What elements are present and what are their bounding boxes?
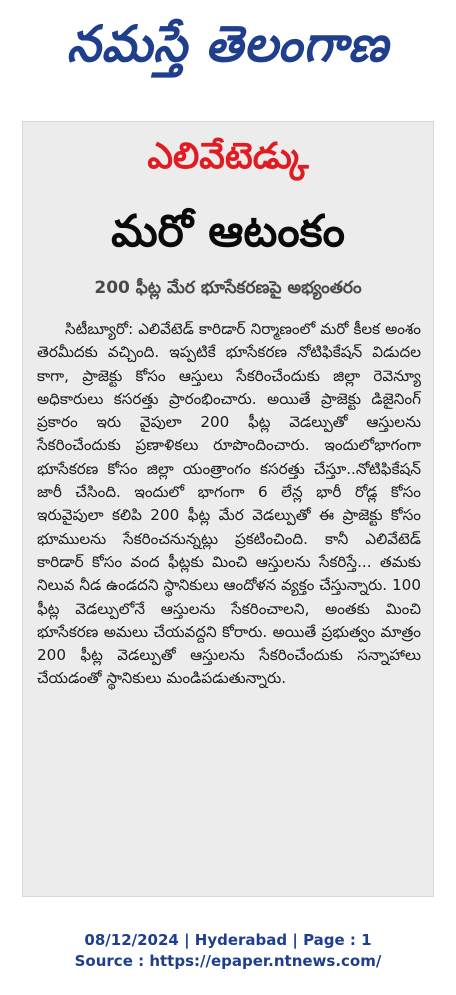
newspaper-logo: నమస్తే తెలంగాణ	[66, 14, 390, 73]
edition-info: 08/12/2024 | Hyderabad | Page : 1	[84, 931, 372, 949]
article-kicker	[23, 136, 433, 186]
page-footer	[0, 930, 456, 972]
article-body: సిటీబ్యూరో: ఎలివేటెడ్ కారిడార్ నిర్మాణంలో మరో కీలక అంశం తెరమీదకు వచ్చింది. ఇప్పటికే భూసేకరణ నోటిఫికేషన్ విడుదల కాగా, ప్రాజెక్టు కోసం ఆస్తులు సేకరించేందుకు జిల్లా రెవెన్యూ అధికారులు కసరత్తు ప్రారంభించారు. అయితే ప్రాజెక్టు డిజైనింగ్ ప్రకారం ఇరు వైపులా 200 ఫీట్ల వెడల్పుతో ఆస్తులను సేకరించేందుకు ప్రణాళికలు రూపొందించారు. ఇందులోభాగంగా భూసేకరణ కోసం జిల్లా యంత్రాంగం కసరత్తు చేస్తూ..నోటిఫికేషన్ జారీ చేసింది. ఇందులో భాగంగా 6 లేన్ల భారీ రోడ్ల కోసం ఇరువైపులా కలిపి 200 ఫీట్ల మేర వెడల్పుతో ఈ ప్రాజెక్టు కోసం భూములను సేకరించనున్నట్లు ప్రకటించింది. కానీ ఎలివేటెడ్ కారిడార్ కోసం వంద ఫీట్లకు మించి ఆస్తులను సేకరిస్తే... తమకు నిలువ నీడ ఉండదని స్థానికులు ఆందోళన వ్యక్తం చేస్తున్నారు. 100 ఫీట్ల వెడల్పులోనే ఆస్తులను సేకరించాలని, అంతకు మించి భూసేకరణ అమలు చేయవద్దని కోరారు. అయితే ప్రభుత్వం మాత్రం 200 ఫీట్ల వెడల్పుతో ఆస్తులను సేకరించేందుకు సన్నాహాలు చేయడంతో స్థానికులు మండిపడుతున్నారు.	[37, 320, 421, 688]
article-subheadline: 200 ఫీట్ల మేర భూసేకరణపై అభ్యంతరం	[94, 278, 362, 298]
article-clipping	[22, 121, 434, 897]
masthead	[0, 0, 456, 100]
article-headline: మరో ఆటంకం	[111, 206, 345, 257]
source-link[interactable]: Source : https://epaper.ntnews.com/	[74, 952, 382, 970]
kicker-highlight: ఎలివేటెడ్	[147, 136, 309, 177]
